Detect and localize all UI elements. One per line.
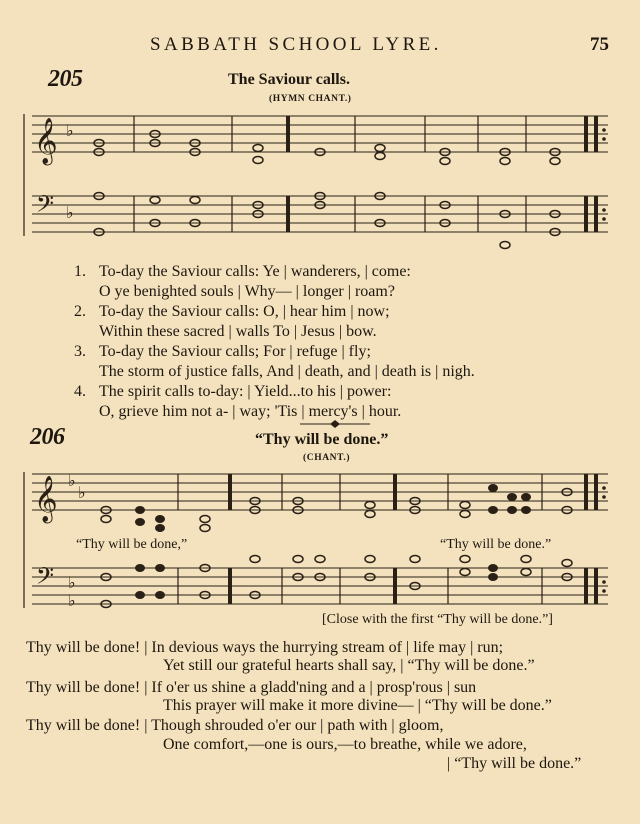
bass-staff [32, 562, 608, 610]
bass-clef-icon: 𝄢 [36, 562, 55, 595]
flat-icon: ♭ [68, 591, 76, 610]
flat-icon: ♭ [68, 573, 76, 592]
verse-line: To-day the Saviour calls; For | refuge | fly; [99, 343, 371, 360]
verse-line: Thy will be done! | If o'er us shine a gladd'ning and a | prosp'rous | sun [26, 679, 477, 696]
verse-line: To-day the Saviour calls: O, | hear him | now; [99, 303, 390, 320]
verse-number: 1. [74, 263, 86, 280]
flat-icon: ♭ [66, 203, 74, 222]
verse-line: This prayer will make it more divine— | “Thy will be done.” [163, 697, 552, 714]
ornament-divider [300, 419, 370, 429]
flat-icon: ♭ [66, 121, 74, 140]
notes [94, 131, 560, 249]
hymn-number: 206 [30, 424, 65, 450]
barlines [134, 116, 606, 232]
lyric-text: “Thy will be done.” [440, 537, 552, 552]
hymn-subtitle: (CHANT.) [303, 453, 351, 463]
verse-line: Thy will be done! | In devious ways the hurrying stream of | life may | run; [26, 639, 504, 656]
treble-clef-icon: 𝄞 [34, 118, 58, 164]
page-number: 75 [590, 34, 609, 55]
verse-line: | “Thy will be done.” [447, 755, 582, 772]
hymn-title: “Thy will be done.” [255, 431, 389, 448]
verse-line: The spirit calls to-day: | Yield...to his | power: [99, 383, 392, 400]
verse-line: Yet still our grateful hearts shall say, | “Thy will be done.” [163, 657, 535, 674]
verse-number: 3. [74, 343, 86, 360]
bass-staff [32, 190, 608, 232]
verse-line: The storm of justice falls, And | death, and | death is | nigh. [99, 363, 475, 380]
treble-staff [32, 116, 608, 166]
verse-line: To-day the Saviour calls: Ye | wanderers, | come: [99, 263, 411, 280]
verse-line: O ye benighted souls | Why— | longer | roam? [99, 283, 395, 300]
verse-line: Within these sacred | walls To | Jesus | bow. [99, 323, 377, 340]
hymn-number: 205 [48, 66, 83, 92]
hymn-title: The Saviour calls. [228, 71, 350, 88]
verse-line: One comfort,—one is ours,—to breathe, while we adore, [163, 736, 527, 753]
verse-line: Thy will be done! | Though shrouded o'er our | path with | gloom, [26, 717, 444, 734]
verse-number: 4. [74, 383, 86, 400]
bass-clef-icon: 𝄢 [36, 190, 55, 223]
flat-icon: ♭ [68, 471, 76, 490]
verse-number: 2. [74, 303, 86, 320]
treble-clef-icon: 𝄞 [34, 476, 58, 522]
hymn-subtitle: (HYMN CHANT.) [269, 94, 352, 104]
verse-line: O, grieve him not a- | way; 'Tis | mercy's | hour. [99, 403, 402, 420]
flat-icon: ♭ [78, 483, 86, 502]
music-score-205 [0, 104, 640, 254]
lyric-text: “Thy will be done,” [76, 537, 188, 552]
close-note: [Close with the first “Thy will be done.”] [322, 612, 553, 627]
running-title: SABBATH SCHOOL LYRE. [150, 34, 442, 55]
